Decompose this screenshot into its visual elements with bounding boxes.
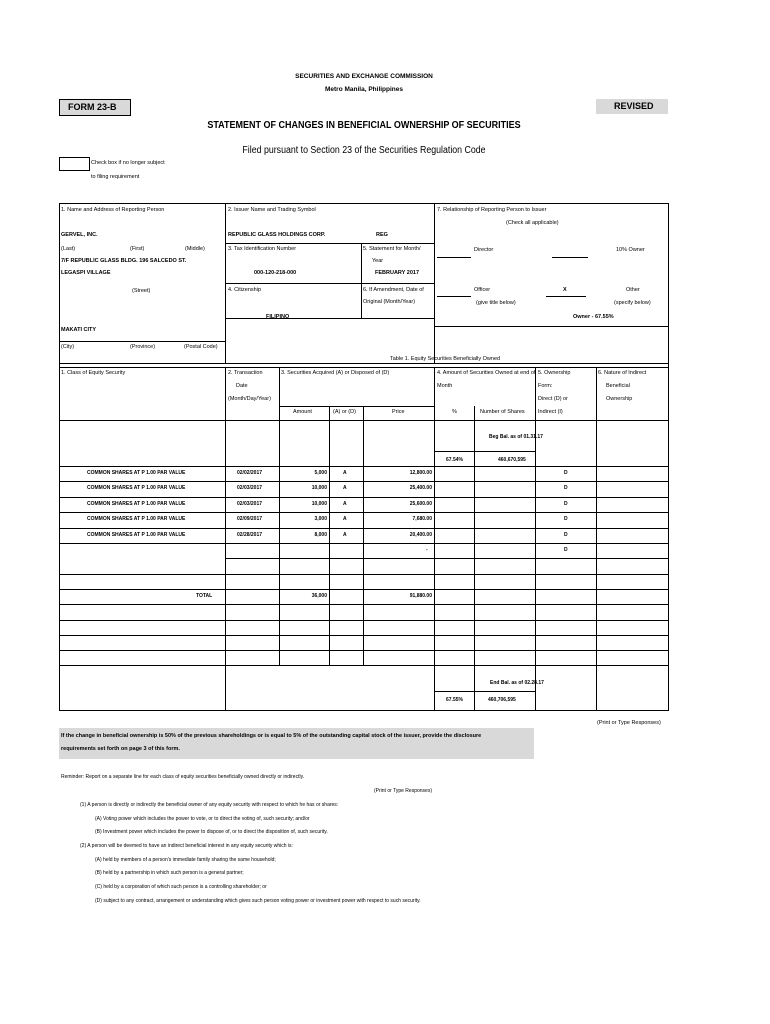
row-security-class: COMMON SHARES AT P 1.00 PAR VALUE bbox=[87, 516, 186, 522]
note-1b: (B) Investment power which includes the power to dispose of, or to direct the disposition of, such security. bbox=[95, 829, 328, 835]
grid-line bbox=[59, 604, 669, 605]
grid-line bbox=[59, 635, 669, 636]
row-ownership-form: D bbox=[564, 470, 568, 476]
form-subtitle: Filed pursuant to Section 23 of the Securities Regulation Code bbox=[242, 145, 486, 156]
row-amount: 5,000 bbox=[314, 470, 327, 476]
relationship-sublabel: (Check all applicable) bbox=[506, 220, 559, 226]
grid-line bbox=[59, 367, 669, 368]
note-2d: (D) subject to any contract, arrangement or understanding which gives such person voting power or investment power with respect to such security. bbox=[95, 898, 421, 904]
grid-line bbox=[434, 691, 535, 692]
note-1: (1) A person is directly or indirectly the beneficial owner of any equity security with respect to which he has or shares: bbox=[80, 802, 339, 808]
grid-line bbox=[225, 367, 226, 710]
total-price: 91,880.00 bbox=[409, 593, 432, 599]
grid-line bbox=[279, 406, 434, 407]
row-security-class: COMMON SHARES AT P 1.00 PAR VALUE bbox=[87, 485, 186, 491]
other-check-mark: X bbox=[563, 287, 567, 293]
last-name-label: (Last) bbox=[61, 246, 76, 252]
checkbox-label-1: Check box if no longer subject bbox=[91, 160, 165, 166]
grid-line bbox=[225, 283, 361, 284]
grid-line bbox=[59, 466, 669, 467]
print-note-2: (Print or Type Responses) bbox=[374, 788, 432, 794]
agency-location: Metro Manila, Philippines bbox=[324, 86, 404, 93]
col-class-header: 1. Class of Equity Security bbox=[61, 370, 126, 376]
grid-line bbox=[59, 341, 225, 342]
col-nature-header-2: Beneficial bbox=[606, 383, 630, 389]
row-ownership-form: D bbox=[564, 485, 568, 491]
col-owned-header-2: Month bbox=[437, 383, 453, 389]
first-name-label: (First) bbox=[130, 246, 145, 252]
amendment-label-1: 6. If Amendment, Date of bbox=[363, 287, 424, 293]
note-2b: (B) held by a partnership in which such person is a general partner; bbox=[95, 870, 244, 876]
other-sublabel: (specify below) bbox=[614, 300, 651, 306]
row-date: 02/03/2017 bbox=[237, 501, 263, 507]
citizenship-value: FILIPINO bbox=[266, 314, 290, 320]
other-checkline[interactable] bbox=[546, 296, 586, 297]
beginning-balance-shares: 460,670,595 bbox=[498, 457, 526, 463]
note-2: (2) A person will be deemed to have an indirect beneficial interest in any equity security which is: bbox=[80, 843, 293, 849]
reporting-person-label: 1. Name and Address of Reporting Person bbox=[61, 207, 165, 213]
grid-line bbox=[59, 481, 669, 482]
grid-line bbox=[59, 528, 669, 529]
row-amount: 10,000 bbox=[311, 485, 327, 491]
reporting-person-name: GERVEL, INC. bbox=[61, 232, 98, 238]
beginning-balance-label: Beg Bal. as of 01.31.17 bbox=[489, 434, 543, 440]
agency-name: SECURITIES AND EXCHANGE COMMISSION bbox=[295, 73, 433, 80]
row-date: 02/02/2017 bbox=[237, 470, 263, 476]
note-2a: (A) held by members of a person's immediate family sharing the same household; bbox=[95, 857, 276, 863]
grid-line bbox=[434, 326, 668, 327]
grid-line bbox=[596, 367, 597, 710]
tin-label: 3. Tax Identification Number bbox=[228, 246, 297, 252]
row-date: 02/03/2017 bbox=[237, 485, 263, 491]
col-percent-header: % bbox=[452, 409, 457, 415]
grid-line bbox=[434, 203, 435, 363]
row-a-or-d: A bbox=[343, 501, 347, 507]
row-a-or-d: A bbox=[343, 516, 347, 522]
trading-symbol: REG bbox=[376, 232, 388, 238]
grid-line bbox=[329, 406, 330, 665]
province-label: (Province) bbox=[130, 344, 156, 350]
issuer-label: 2. Issuer Name and Trading Symbol bbox=[228, 207, 316, 213]
city-label: (City) bbox=[61, 344, 75, 350]
grid-line bbox=[225, 318, 434, 319]
col-price-header: Price bbox=[392, 409, 405, 415]
row-amount: 10,000 bbox=[311, 501, 327, 507]
form-label: FORM 23-B bbox=[68, 102, 117, 112]
checkbox-label-2: to filing requirement bbox=[91, 174, 140, 180]
revised-label-box bbox=[596, 99, 668, 114]
total-label: TOTAL bbox=[196, 593, 213, 599]
col-form-header-1: 5. Ownership bbox=[538, 370, 571, 376]
city-value: MAKATI CITY bbox=[61, 327, 97, 333]
row-price: 20,400.00 bbox=[409, 532, 432, 538]
relationship-label: 7. Relationship of Reporting Person to Issuer bbox=[437, 207, 547, 213]
other-label: Other bbox=[626, 287, 640, 293]
officer-sublabel: (give title below) bbox=[476, 300, 516, 306]
grid-line bbox=[59, 543, 669, 544]
grid-line bbox=[535, 367, 536, 710]
grid-line bbox=[361, 283, 434, 284]
row-a-or-d: A bbox=[343, 532, 347, 538]
row-amount: 8,000 bbox=[314, 532, 327, 538]
extra-row-price: - bbox=[426, 547, 428, 553]
col-date-header-3: (Month/Day/Year) bbox=[228, 396, 271, 402]
row-price: 7,680.00 bbox=[412, 516, 432, 522]
grid-line bbox=[434, 367, 435, 710]
grid-line bbox=[434, 451, 535, 452]
row-price: 25,600.00 bbox=[409, 501, 432, 507]
issuer-name: REPUBLIC GLASS HOLDINGS CORP. bbox=[228, 232, 326, 238]
note-2c: (C) held by a corporation of which such person is a controlling shareholder; or bbox=[95, 884, 267, 890]
col-shares-header: Number of Shares bbox=[480, 409, 525, 415]
no-longer-subject-checkbox[interactable] bbox=[59, 157, 90, 171]
col-date-header-2: Date bbox=[236, 383, 248, 389]
grid-line bbox=[59, 420, 669, 421]
ending-balance-shares: 460,706,595 bbox=[488, 697, 516, 703]
citizenship-label: 4. Citizenship bbox=[228, 287, 262, 293]
form-title: STATEMENT OF CHANGES IN BENEFICIAL OWNERSHIP OF SECURITIES bbox=[207, 120, 521, 131]
street-address-line2: LEGASPI VILLAGE bbox=[61, 270, 111, 276]
ten-percent-checkline[interactable] bbox=[552, 257, 588, 258]
row-date: 02/09/2017 bbox=[237, 516, 263, 522]
statement-month-label-2: Year bbox=[372, 258, 384, 264]
disclosure-notice-line2: requirements set forth on page 3 of this form. bbox=[61, 746, 180, 752]
reminder-text: Reminder: Report on a separate line for each class of equity securities beneficially owned directly or indirectly. bbox=[61, 774, 305, 780]
row-ownership-form: D bbox=[564, 516, 568, 522]
grid-line bbox=[59, 665, 669, 666]
beginning-balance-percent: 67.54% bbox=[446, 457, 463, 463]
col-nature-header-1: 6. Nature of Indirect bbox=[598, 370, 647, 376]
grid-line bbox=[225, 558, 668, 559]
director-checkline[interactable] bbox=[437, 257, 471, 258]
row-security-class: COMMON SHARES AT P 1.00 PAR VALUE bbox=[87, 532, 186, 538]
grid-line bbox=[363, 406, 364, 665]
street-address-line1: 7/F REPUBLIC GLASS BLDG. 196 SALCEDO ST. bbox=[61, 258, 187, 264]
grid-line bbox=[59, 589, 669, 590]
extra-row-ownership-form: D bbox=[564, 547, 568, 553]
grid-line bbox=[59, 497, 669, 498]
grid-line bbox=[225, 243, 434, 244]
row-security-class: COMMON SHARES AT P 1.00 PAR VALUE bbox=[87, 470, 186, 476]
col-form-header-3: Direct (D) or bbox=[538, 396, 568, 402]
print-note: (Print or Type Responses) bbox=[597, 720, 661, 726]
row-price: 25,400.00 bbox=[409, 485, 432, 491]
row-a-or-d: A bbox=[343, 470, 347, 476]
row-amount: 3,000 bbox=[314, 516, 327, 522]
row-ownership-form: D bbox=[564, 501, 568, 507]
table-caption: Table 1. Equity Securities Beneficially Owned bbox=[390, 356, 501, 362]
revised-label: REVISED bbox=[614, 101, 654, 111]
row-security-class: COMMON SHARES AT P 1.00 PAR VALUE bbox=[87, 501, 186, 507]
grid-line bbox=[59, 710, 669, 711]
total-amount: 36,000 bbox=[311, 593, 327, 599]
disclosure-notice-box bbox=[59, 728, 534, 759]
col-amount-header: Amount bbox=[293, 409, 312, 415]
col-date-header-1: 2. Transaction bbox=[228, 370, 263, 376]
disclosure-notice-line1: If the change in beneficial ownership is 50% of the previous shareholdings or is equal to 5% of the outstanding capital stock of the issuer, provide the disclosure bbox=[61, 733, 482, 739]
owner-note: Owner - 67.55% bbox=[573, 314, 614, 320]
officer-label: Officer bbox=[474, 287, 491, 293]
grid-line bbox=[59, 620, 669, 621]
statement-month-label-1: 5. Statement for Month/ bbox=[363, 246, 421, 252]
row-a-or-d: A bbox=[343, 485, 347, 491]
street-label: (Street) bbox=[132, 288, 151, 294]
row-date: 02/28/2017 bbox=[237, 532, 263, 538]
grid-line bbox=[474, 406, 475, 710]
grid-line bbox=[361, 243, 362, 318]
grid-line bbox=[59, 512, 669, 513]
col-acquired-header: 3. Securities Acquired (A) or Disposed of (D) bbox=[281, 370, 390, 376]
row-ownership-form: D bbox=[564, 532, 568, 538]
form-label-box bbox=[59, 99, 131, 116]
tin-value: 000-120-218-000 bbox=[254, 270, 297, 276]
director-label: Director bbox=[474, 247, 494, 253]
col-form-header-2: Form: bbox=[538, 383, 553, 389]
ending-balance-percent: 67.55% bbox=[446, 697, 463, 703]
middle-name-label: (Middle) bbox=[185, 246, 205, 252]
col-owned-header: 4. Amount of Securities Owned at end of bbox=[437, 370, 535, 376]
ending-balance-label: End Bal. as of 02.28.17 bbox=[490, 680, 544, 686]
ten-percent-owner-label: 10% Owner bbox=[616, 247, 645, 253]
grid-line bbox=[279, 367, 280, 665]
grid-line bbox=[59, 363, 669, 364]
amendment-label-2: Original (Month/Year) bbox=[363, 299, 416, 305]
row-price: 12,800.00 bbox=[409, 470, 432, 476]
grid-line bbox=[59, 203, 669, 204]
statement-month-value: FEBRUARY 2017 bbox=[375, 270, 420, 276]
col-nature-header-3: Ownership bbox=[606, 396, 633, 402]
grid-line bbox=[59, 650, 669, 651]
grid-line bbox=[59, 574, 669, 575]
col-a-or-d-header: (A) or (D) bbox=[333, 409, 356, 415]
postal-code-label: (Postal Code) bbox=[184, 344, 218, 350]
officer-checkline[interactable] bbox=[437, 296, 471, 297]
col-form-header-4: Indirect (I) bbox=[538, 409, 563, 415]
note-1a: (A) Voting power which includes the power to vote, or to direct the voting of, such security; and/or bbox=[95, 816, 310, 822]
